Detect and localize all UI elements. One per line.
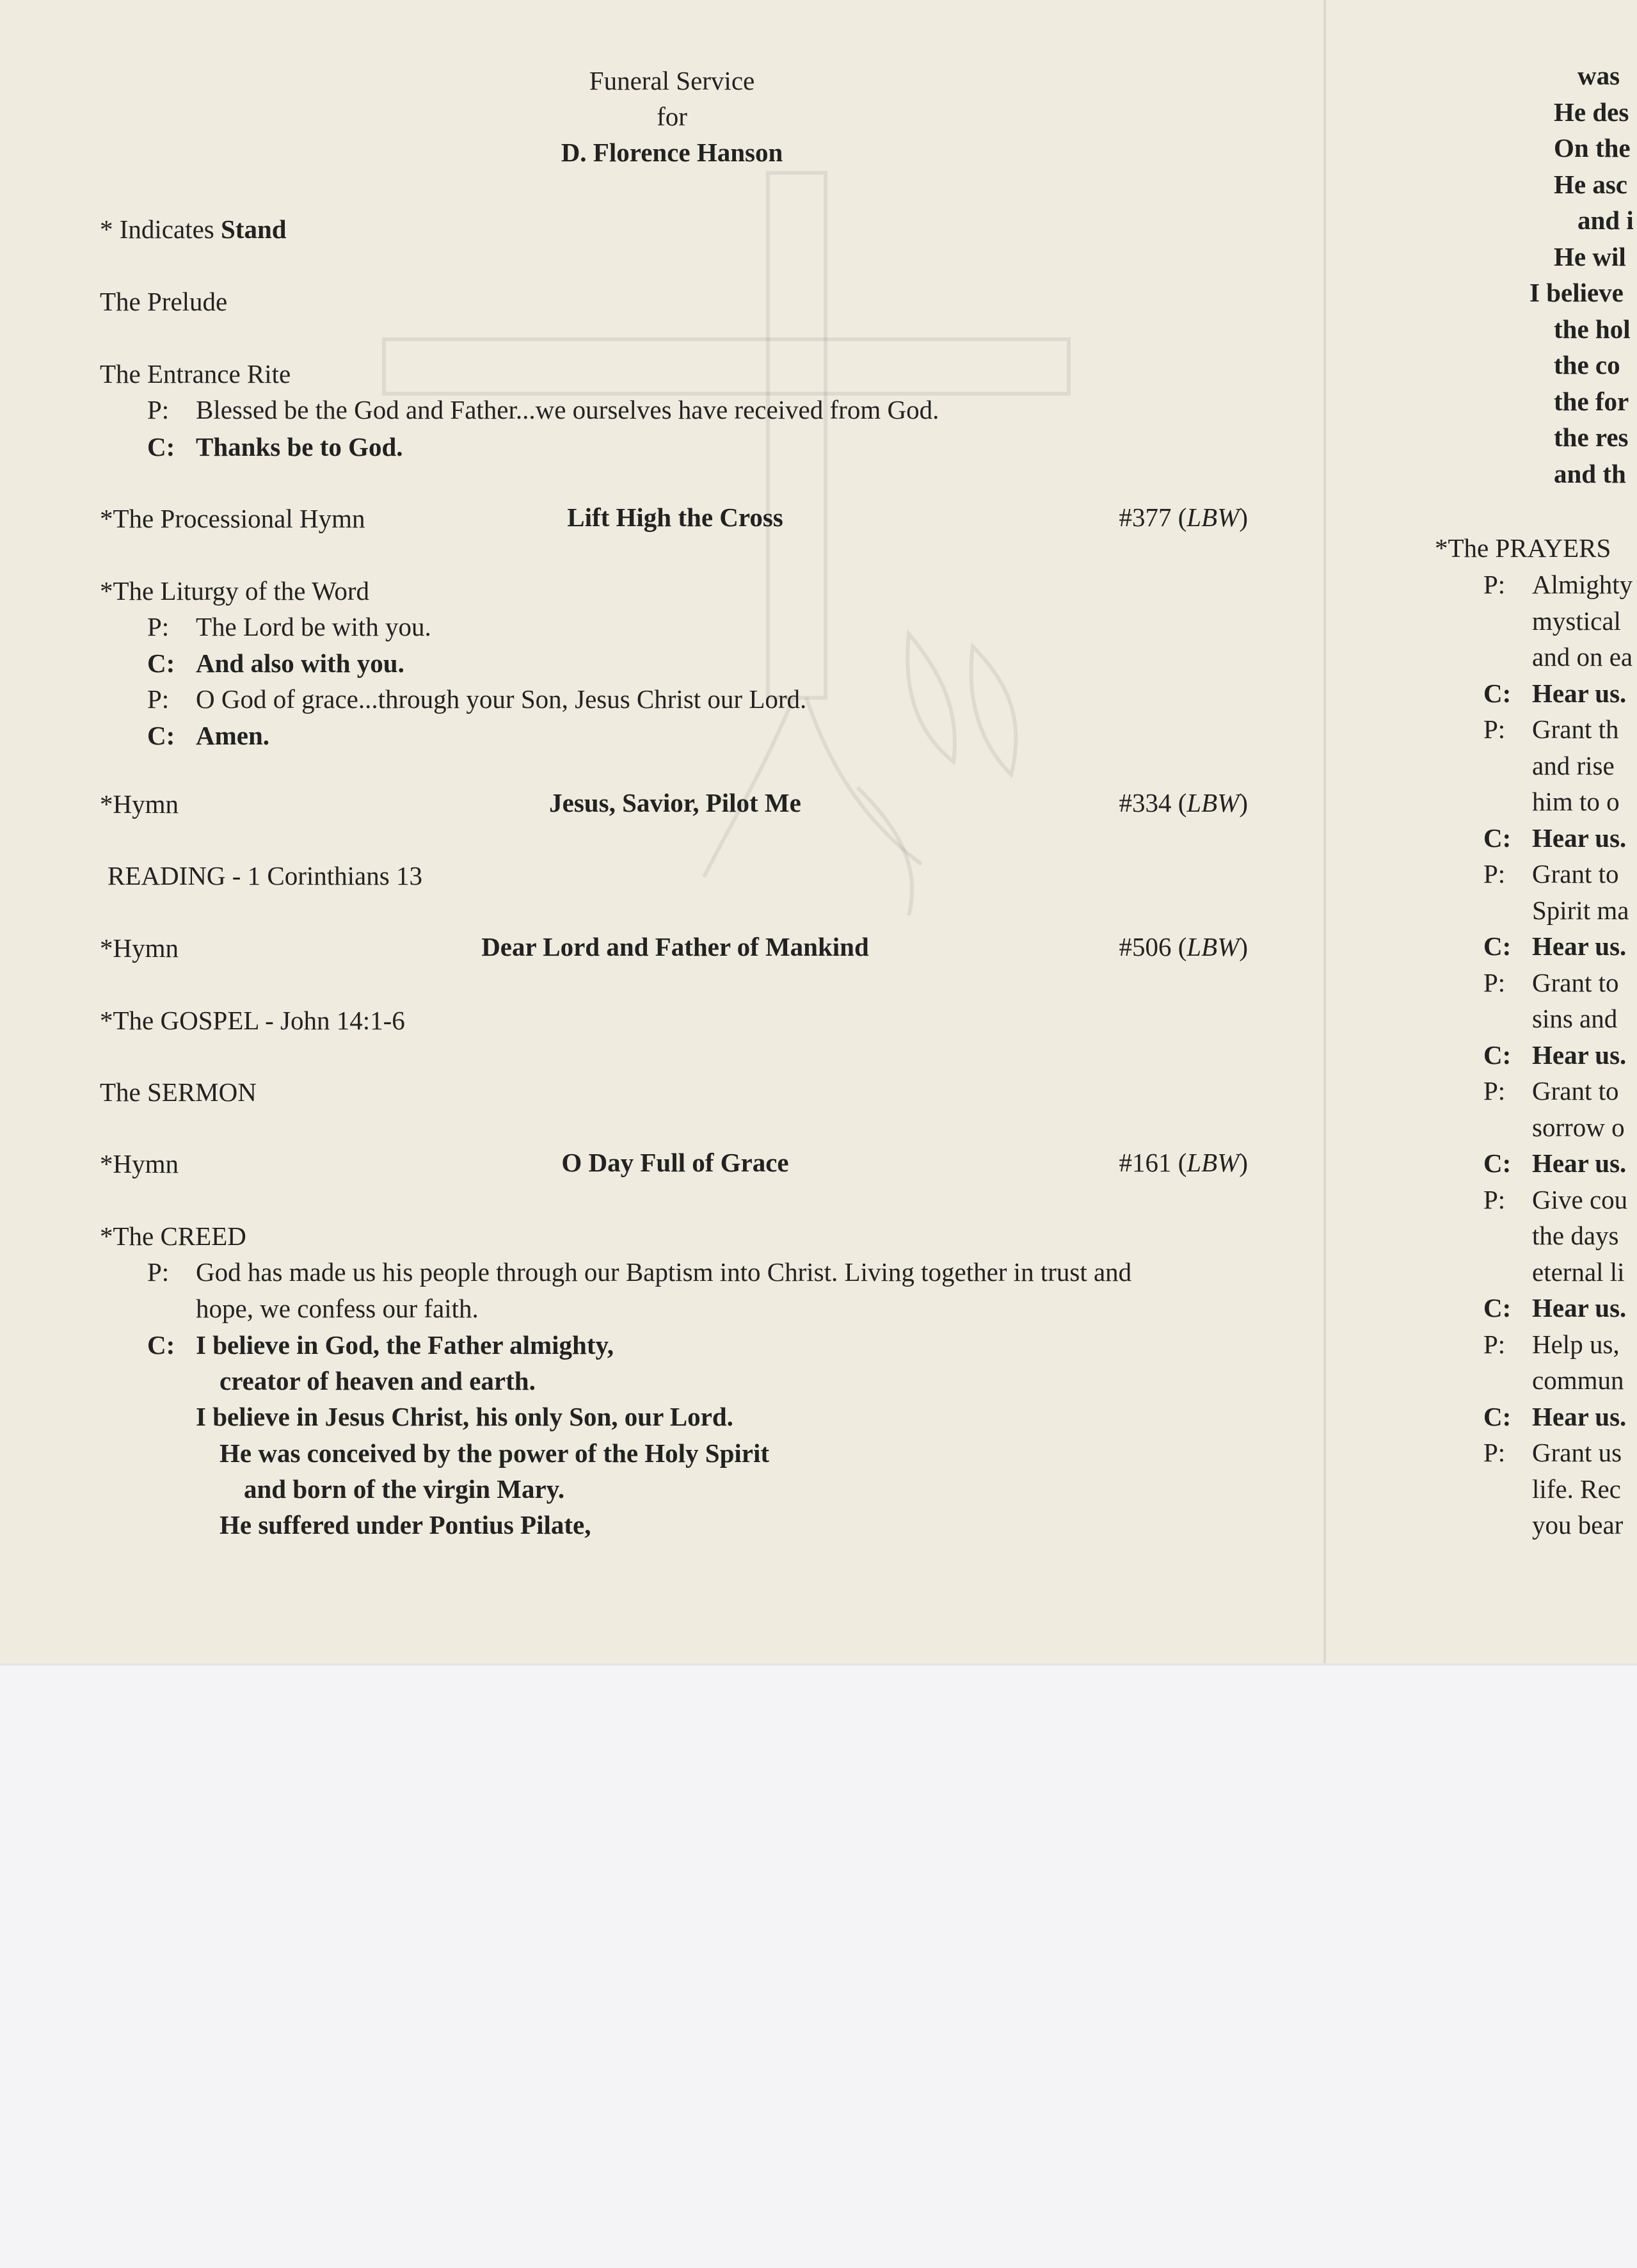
creed-continued-line: He wil	[1554, 241, 1626, 271]
paper-bottom-edge	[0, 1663, 1637, 1666]
creed-continued-line: and th	[1554, 458, 1626, 488]
prayer-line: Almighty	[1532, 570, 1633, 599]
creed-text-1: I believe in God, the Father almighty,	[196, 1330, 614, 1360]
liturgy-congregation-line-2	[147, 723, 269, 749]
liturgy-pastor-line-1	[147, 614, 431, 640]
legend-prefix: * Indicates	[100, 214, 221, 244]
prayer-line: and on ea	[1532, 642, 1633, 672]
speaker-congregation: C:	[1483, 823, 1512, 853]
creed-continued-line: the hol	[1554, 314, 1631, 344]
speaker-congregation: C:	[1483, 931, 1512, 961]
prayer-line: the days	[1532, 1221, 1619, 1250]
creed-continued-line: the co	[1554, 350, 1620, 380]
prayer-line: Hear us.	[1532, 1040, 1627, 1070]
entrance-rite-title: The Entrance Rite	[100, 359, 291, 389]
hymn-number: #377 (	[1119, 503, 1187, 532]
service-for: for	[657, 102, 687, 131]
hymn2-title: Dear Lord and Father of Mankind	[481, 932, 869, 961]
speaker-pastor: P:	[147, 612, 170, 641]
creed-text-2: creator of heaven and earth.	[220, 1366, 536, 1395]
legend-stand: Stand	[220, 214, 287, 244]
prayer-line: Grant th	[1532, 714, 1619, 744]
speaker-congregation: C:	[147, 648, 175, 678]
deceased-name: D. Florence Hanson	[561, 138, 783, 167]
processional-label: *The Processional Hymn	[100, 504, 365, 533]
prayer-line: life. Rec	[1532, 1474, 1621, 1504]
prayer-line: Hear us.	[1532, 823, 1627, 853]
hymn3-label: *Hymn	[100, 1149, 179, 1178]
creed-pastor-text-1: God has made us his people through our Baptism into Christ. Living together in trust and	[196, 1257, 1132, 1287]
prayer-line: eternal li	[1532, 1257, 1625, 1287]
service-title: Funeral Service	[589, 66, 755, 95]
prayer-line: him to o	[1532, 787, 1620, 816]
creed-continued-line: was	[1577, 61, 1620, 90]
prayer-line: Grant to	[1532, 1076, 1619, 1106]
hymn2-label: *Hymn	[100, 933, 179, 963]
paper-fold	[1323, 0, 1326, 1663]
processional-title: Lift High the Cross	[567, 503, 783, 532]
speaker-congregation: C:	[1483, 1293, 1512, 1323]
entrance-pastor-line	[147, 397, 939, 423]
hymn2-number: #506 (LBW)	[1119, 932, 1248, 961]
hymn1-label: *Hymn	[100, 789, 179, 819]
prayer-line: sorrow o	[1532, 1112, 1625, 1142]
speaker-congregation: C:	[1483, 678, 1512, 708]
liturgy-pastor-text-2: O God of grace...through your Son, Jesus Christ our Lord.	[196, 684, 807, 714]
speaker-pastor: P:	[1483, 1184, 1506, 1214]
prayer-line: Hear us.	[1532, 678, 1627, 708]
speaker-pastor: P:	[1483, 1329, 1506, 1359]
liturgy-pastor-text-1: The Lord be with you.	[196, 612, 431, 641]
prayer-line: commun	[1532, 1365, 1624, 1395]
prayer-line: Give cou	[1532, 1184, 1628, 1214]
creed-continued-line: He des	[1554, 97, 1629, 127]
speaker-pastor: P:	[1483, 967, 1506, 997]
speaker-congregation: C:	[147, 1330, 175, 1360]
gospel: *The GOSPEL - John 14:1-6	[100, 1006, 405, 1035]
prayer-line: Grant to	[1532, 967, 1619, 997]
hymn-book: LBW	[1186, 932, 1240, 961]
liturgy-congregation-text-1: And also with you.	[196, 648, 404, 678]
speaker-congregation: C:	[1483, 1401, 1512, 1431]
speaker-pastor: P:	[1483, 859, 1506, 889]
sermon: The SERMON	[100, 1077, 257, 1107]
speaker-pastor: P:	[147, 684, 170, 714]
hymn-book: LBW	[1186, 788, 1240, 817]
hymn-number: #506 (	[1119, 932, 1187, 961]
speaker-congregation: C:	[147, 721, 175, 750]
prayer-line: mystical	[1532, 606, 1621, 636]
prayer-line: Hear us.	[1532, 931, 1627, 961]
prayers-title: *The PRAYERS	[1435, 533, 1611, 563]
prayer-line: Hear us.	[1532, 1148, 1627, 1178]
prelude: The Prelude	[100, 287, 228, 316]
speaker-pastor: P:	[147, 1257, 170, 1287]
stand-legend	[100, 216, 287, 243]
creed-text-4: He was conceived by the power of the Holy Spirit	[220, 1438, 770, 1468]
creed-title: *The CREED	[100, 1221, 246, 1251]
creed-text-3: I believe in Jesus Christ, his only Son, our Lord.	[196, 1402, 733, 1431]
creed-continued-line: I believe	[1529, 278, 1624, 307]
hymn1-number: #334 (LBW)	[1119, 788, 1248, 817]
creed-continued-line: He asc	[1554, 169, 1627, 199]
prayer-line: Help us,	[1532, 1329, 1620, 1359]
prayer-line: Grant us	[1532, 1438, 1622, 1467]
speaker-pastor: P:	[1483, 714, 1506, 744]
entrance-pastor-text: Blessed be the God and Father...we ourselves have received from God.	[196, 395, 939, 424]
hymn1-title: Jesus, Savior, Pilot Me	[549, 788, 801, 817]
prayer-line: Spirit ma	[1532, 895, 1629, 925]
creed-continued-line: the for	[1554, 386, 1629, 416]
creed-text-6: He suffered under Pontius Pilate,	[220, 1510, 591, 1540]
prayer-line: sins and	[1532, 1004, 1618, 1033]
creed-continued-line: and i	[1577, 205, 1634, 235]
prayer-line: you bear	[1532, 1510, 1624, 1540]
entrance-congregation-text: Thanks be to God.	[196, 432, 403, 462]
hymn-number: #334 (	[1119, 788, 1187, 817]
prayer-line: and rise	[1532, 750, 1615, 780]
hymn3-title: O Day Full of Grace	[561, 1148, 789, 1177]
hymn-book: LBW	[1186, 503, 1240, 532]
hymn3-number: #161 (LBW)	[1119, 1148, 1248, 1177]
hymn-book: LBW	[1186, 1148, 1240, 1177]
creed-congregation-line-1	[147, 1332, 614, 1358]
hymn-number: #161 (	[1119, 1148, 1187, 1177]
creed-continued-line: On the	[1554, 133, 1631, 163]
creed-continued-line: the res	[1554, 422, 1629, 452]
speaker-pastor: P:	[147, 395, 170, 424]
creed-text-5: and born of the virgin Mary.	[244, 1474, 565, 1504]
speaker-pastor: P:	[1483, 570, 1506, 599]
speaker-congregation: C:	[147, 432, 175, 462]
prayer-line: Grant to	[1532, 859, 1619, 889]
reading: READING - 1 Corinthians 13	[108, 861, 422, 890]
creed-pastor-line-1	[147, 1259, 1131, 1285]
speaker-pastor: P:	[1483, 1438, 1506, 1467]
entrance-congregation-line	[147, 434, 403, 460]
liturgy-title: *The Liturgy of the Word	[100, 576, 370, 606]
speaker-pastor: P:	[1483, 1076, 1506, 1106]
creed-pastor-line-2: hope, we confess our faith.	[196, 1294, 479, 1323]
liturgy-congregation-text-2: Amen.	[196, 721, 270, 750]
prayer-line: Hear us.	[1532, 1293, 1627, 1323]
prayer-line: Hear us.	[1532, 1401, 1627, 1431]
speaker-congregation: C:	[1483, 1148, 1512, 1178]
processional-number: #377 (LBW)	[1119, 503, 1248, 532]
speaker-congregation: C:	[1483, 1040, 1512, 1070]
liturgy-pastor-line-2	[147, 686, 806, 712]
liturgy-congregation-line-1	[147, 650, 404, 677]
cross-lily-watermark	[346, 147, 1114, 979]
